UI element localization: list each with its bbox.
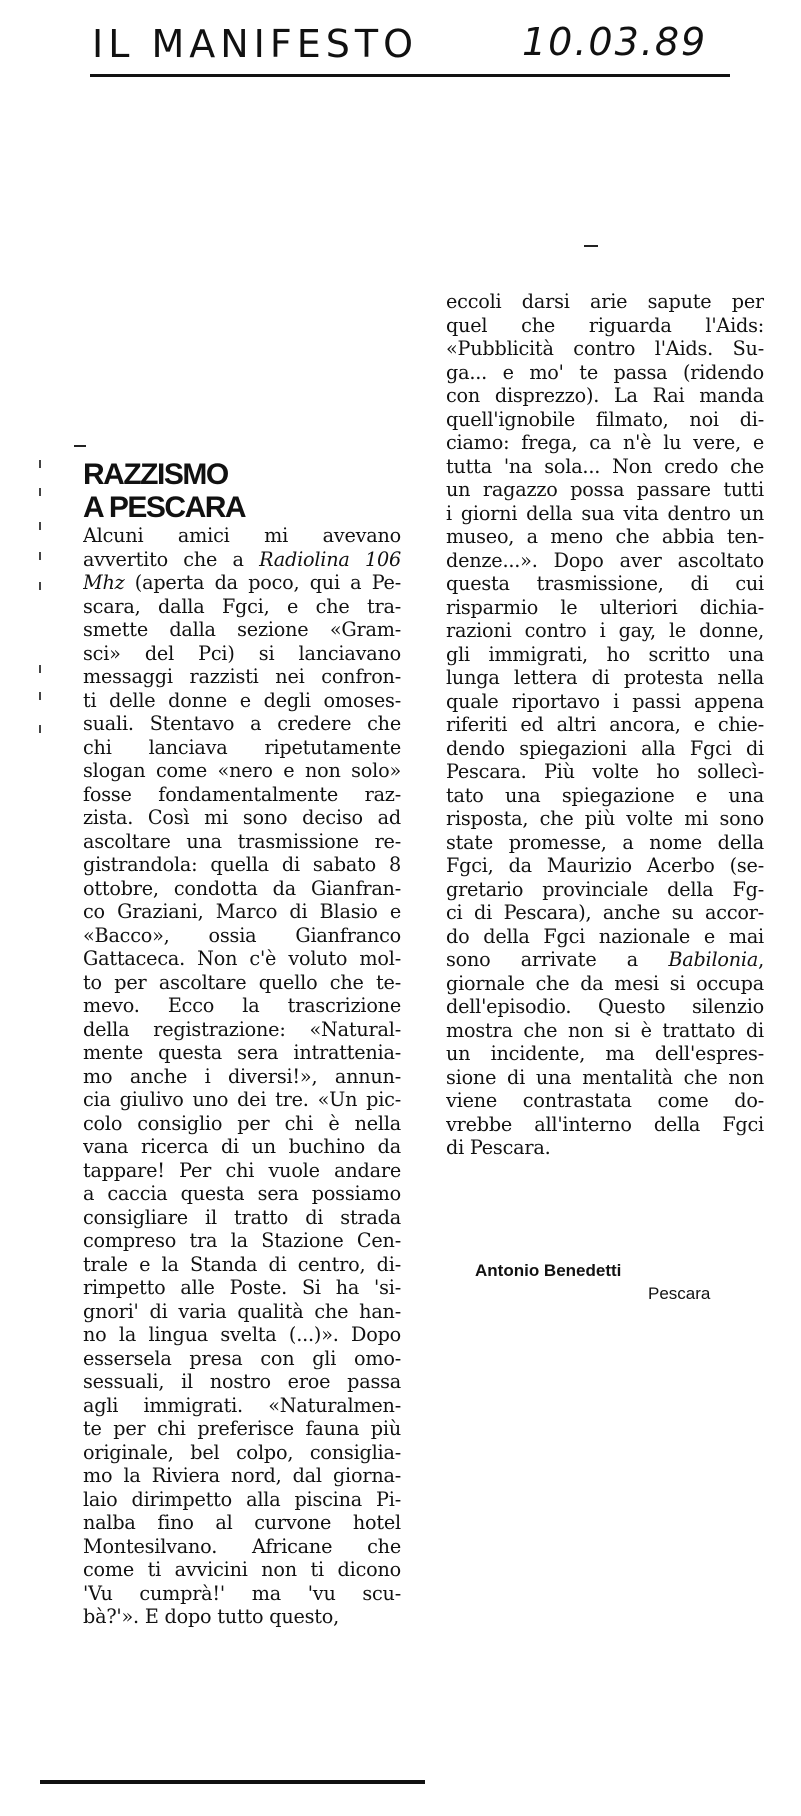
article-line: questa trasmissione, di cui: [446, 572, 764, 595]
article-line: to per ascoltare quello che te-: [83, 970, 401, 994]
article-line: razioni contro i gay, le donne,: [446, 619, 764, 642]
article-line: chi lanciava ripetutamente: [83, 735, 401, 759]
article-line: riferiti ed altri ancora, e chie-: [446, 713, 764, 736]
article-line: vrebbe all'interno della Fgci: [446, 1112, 764, 1136]
article-line: zista. Così mi sono deciso ad: [83, 806, 401, 829]
article-line: compreso tra la Stazione Cen-: [83, 1229, 401, 1252]
article-line: mo la Riviera nord, dal giorna-: [83, 1464, 401, 1487]
article-line: state promesse, a nome della: [446, 830, 764, 854]
article-line: smette dalla sezione «Gram-: [83, 618, 401, 641]
article-line: 'Vu cumprà!' ma 'vu scu-: [83, 1581, 401, 1605]
dash-mark: [74, 445, 86, 447]
article-line: sono arrivate a Babilonia,: [446, 948, 764, 971]
article-line: della registrazione: «Natural-: [83, 1017, 401, 1041]
dash-mark: [584, 245, 598, 247]
article-line: sione di una mentalità che non: [446, 1065, 764, 1089]
article-line: di Pescara.: [446, 1136, 551, 1159]
article-line: co Graziani, Marco di Blasio e: [83, 900, 401, 923]
bottom-rule: [40, 1780, 425, 1784]
article-line: sessuali, il nostro eroe passa: [83, 1370, 401, 1393]
author-city: Pescara: [648, 1284, 711, 1303]
article-line: «Bacco», ossia Gianfranco: [83, 923, 401, 947]
article-line: colo consiglio per chi è nella: [83, 1111, 401, 1135]
article-line: consigliare il tratto di strada: [83, 1205, 401, 1229]
article-line: scara, dalla Fgci, e che tra-: [83, 594, 401, 618]
article-line: essersela presa con gli omo-: [83, 1346, 401, 1370]
article-line: messaggi razzisti nei confron-: [83, 665, 401, 688]
article-line: Pescara. Più volte ho sollecì-: [446, 760, 764, 783]
article-line: tato una spiegazione e una: [446, 783, 764, 807]
article-line: trale e la Standa di centro, di-: [83, 1252, 401, 1276]
article-line: cia giulivo uno dei tre. «Un pic-: [83, 1088, 401, 1111]
article-line: nalba fino al curvone hotel: [83, 1511, 401, 1534]
article-line: ascoltare una trasmissione re-: [83, 829, 401, 853]
article-line: i giorni della sua vita dentro un: [446, 501, 764, 525]
article-line: suali. Stentavo a credere che: [83, 712, 401, 735]
article-line: quell'ignobile filmato, noi di-: [446, 407, 764, 431]
article-line: do della Fgci nazionale e mai: [446, 924, 764, 948]
article-line: Gattaceca. Non c'è voluto mol-: [83, 947, 401, 970]
article-line: viene contrastata come do-: [446, 1089, 764, 1112]
article-line: gistrandola: quella di sabato 8: [83, 853, 401, 876]
newspaper-name: IL MANIFESTO: [92, 22, 418, 66]
article-line: mente questa sera intrattenia-: [83, 1041, 401, 1064]
article-line: te per chi preferisce fauna più: [83, 1417, 401, 1440]
article-line: con disprezzo). La Rai manda: [446, 384, 764, 407]
article-line: agli immigrati. «Naturalmen-: [83, 1393, 401, 1417]
article-line: originale, bel colpo, consiglia-: [83, 1440, 401, 1464]
article-line: laio dirimpetto alla piscina Pi-: [83, 1487, 401, 1511]
article-right-column: [446, 290, 764, 1160]
article-line: ciamo: frega, ca n'è lu vere, e: [446, 431, 764, 454]
article-line: a caccia questa sera possiamo: [83, 1182, 401, 1205]
article-line: quale riportavo i passi appena: [446, 689, 764, 713]
margin-ticks: [36, 460, 46, 760]
article-line: gli immigrati, ho scritto una: [446, 642, 764, 666]
article-line: quel che riguarda l'Aids:: [446, 313, 764, 337]
article-line: no la lingua svelta (...)». Dopo: [83, 1323, 401, 1346]
article-line: sci» del Pci) si lanciavano: [83, 641, 401, 665]
article-line: denze...». Dopo aver ascoltato: [446, 548, 764, 572]
article-line: Mhz (aperta da poco, qui a Pe-: [83, 571, 401, 594]
article-line: dendo spiegazioni alla Fgci di: [446, 736, 764, 760]
article-line: rimpetto alle Poste. Si ha 'si-: [83, 1276, 401, 1299]
article-line: gretario provinciale della Fg-: [446, 877, 764, 901]
masthead-underline: [90, 74, 730, 77]
article-line: avvertito che a Radiolina 106: [83, 547, 401, 571]
article-line: come ti avvicini non ti dicono: [83, 1558, 401, 1581]
handwritten-date: 10.03.89: [522, 20, 708, 64]
headline-line-2: A PESCARA: [83, 491, 246, 524]
article-left-column: [83, 524, 401, 1629]
article-line: slogan come «nero e non solo»: [83, 759, 401, 782]
article-line: giornale che da mesi si occupa: [446, 971, 764, 995]
article-line: tappare! Per chi vuole andare: [83, 1158, 401, 1182]
article-line: eccoli darsi arie sapute per: [446, 290, 764, 313]
article-line: lunga lettera di protesta nella: [446, 666, 764, 689]
article-line: ottobre, condotta da Gianfran-: [83, 876, 401, 900]
article-line: mostra che non si è trattato di: [446, 1018, 764, 1042]
article-headline: [83, 458, 245, 524]
article-line: risparmio le ulteriori dichia-: [446, 595, 764, 619]
article-line: fosse fondamentalmente raz-: [83, 782, 401, 806]
article-line: vana ricerca di un buchino da: [83, 1135, 401, 1158]
article-line: Montesilvano. Africane che: [83, 1534, 401, 1558]
article-line: «Pubblicità contro l'Aids. Su-: [446, 337, 764, 360]
headline-line-1: RAZZISMO: [83, 458, 228, 491]
article-line: dell'episodio. Questo silenzio: [446, 995, 764, 1018]
article-line: museo, a meno che abbia ten-: [446, 525, 764, 548]
article-line: tutta 'na sola... Non credo che: [446, 454, 764, 478]
article-line: un ragazzo possa passare tutti: [446, 478, 764, 501]
article-line: un incidente, ma dell'espres-: [446, 1042, 764, 1065]
article-line: ci di Pescara), anche su accor-: [446, 901, 764, 924]
article-line: mevo. Ecco la trascrizione: [83, 994, 401, 1017]
article-line: gnori' di varia qualità che han-: [83, 1299, 401, 1323]
article-line: ga... e mo' te passa (ridendo: [446, 360, 764, 384]
article-line: risposta, che più volte mi sono: [446, 807, 764, 830]
newspaper-masthead: [92, 14, 732, 74]
author-signature: Antonio Benedetti: [475, 1261, 622, 1280]
article-line: bà?'». E dopo tutto questo,: [83, 1605, 340, 1628]
article-line: Alcuni amici mi avevano: [83, 524, 401, 547]
article-line: Fgci, da Maurizio Acerbo (se-: [446, 854, 764, 877]
article-line: ti delle donne e degli omoses-: [83, 688, 401, 712]
article-line: mo anche i diversi!», annun-: [83, 1064, 401, 1088]
